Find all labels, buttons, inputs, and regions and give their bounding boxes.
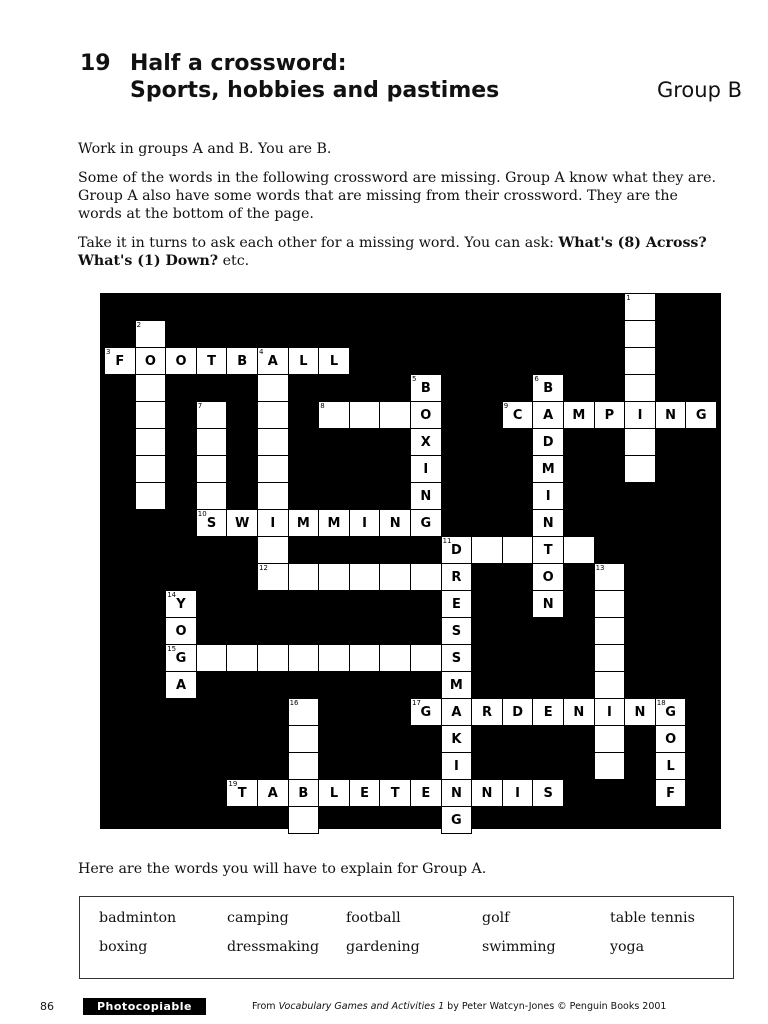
- crossword-cell[interactable]: [594, 563, 626, 591]
- cell-letter: B: [298, 785, 309, 801]
- crossword-cell[interactable]: [502, 401, 534, 429]
- cell-letter: E: [421, 785, 431, 801]
- cell-letter: P: [604, 407, 615, 423]
- crossword-cell[interactable]: [532, 455, 564, 483]
- crossword-cell[interactable]: [318, 644, 350, 672]
- clue-number: 10: [197, 510, 207, 518]
- cell-letter: O: [665, 731, 677, 747]
- clue-number: 7: [197, 402, 203, 410]
- cell-letter: N: [542, 515, 554, 531]
- cell-letter: D: [450, 542, 462, 558]
- crossword-cell[interactable]: [318, 509, 350, 537]
- crossword-cell[interactable]: [563, 401, 595, 429]
- crossword-cell[interactable]: [318, 401, 350, 429]
- crossword-cell[interactable]: [532, 482, 564, 510]
- cell-letter: I: [637, 407, 643, 423]
- crossword-cell[interactable]: [379, 644, 411, 672]
- crossword-cell[interactable]: [257, 509, 289, 537]
- word-item: table tennis: [610, 910, 695, 926]
- crossword-cell[interactable]: [349, 509, 381, 537]
- crossword-cell[interactable]: [532, 428, 564, 456]
- cell-letter: L: [329, 353, 339, 369]
- activity-number: 19: [80, 51, 111, 76]
- word-item: dressmaking: [227, 939, 320, 955]
- crossword-cell[interactable]: [196, 347, 228, 375]
- group-label: Group B: [656, 78, 742, 102]
- cell-letter: M: [572, 407, 586, 423]
- crossword-cell[interactable]: [226, 779, 258, 807]
- word-item: camping: [227, 910, 289, 926]
- crossword-cell[interactable]: [655, 725, 687, 753]
- clue-number: 15: [167, 645, 177, 653]
- crossword-cell[interactable]: [226, 347, 258, 375]
- crossword-cell[interactable]: [379, 779, 411, 807]
- photocopiable-badge: Photocopiable: [83, 998, 206, 1015]
- cell-letter: S: [451, 623, 462, 639]
- clue-number: 3: [106, 348, 111, 356]
- clue-number: 5: [412, 375, 417, 383]
- cell-letter: F: [666, 785, 676, 801]
- word-item: yoga: [610, 939, 645, 955]
- crossword-cell[interactable]: [257, 401, 289, 429]
- cell-letter: O: [420, 407, 432, 423]
- crossword-cell[interactable]: [471, 536, 503, 564]
- crossword-grid: [100, 293, 721, 829]
- clue-number: 1: [626, 294, 631, 302]
- crossword-cell[interactable]: [165, 671, 197, 699]
- instruction-1: Work in groups A and B. You are B.: [78, 141, 332, 157]
- crossword-cell[interactable]: [257, 347, 289, 375]
- cell-letter: I: [606, 704, 612, 720]
- crossword-cell[interactable]: [165, 644, 197, 672]
- crossword-cell[interactable]: [594, 617, 626, 645]
- crossword-cell[interactable]: [594, 752, 626, 780]
- cell-letter: N: [665, 407, 677, 423]
- cell-letter: M: [449, 677, 463, 693]
- cell-letter: A: [175, 677, 187, 693]
- word-item: badminton: [99, 910, 177, 926]
- cell-letter: G: [175, 650, 187, 666]
- crossword-cell[interactable]: [410, 482, 442, 510]
- crossword-cell[interactable]: [624, 293, 656, 321]
- cell-letter: A: [267, 353, 278, 369]
- instruction-3-example: What's (8) Across? What's (1) Down?: [78, 235, 707, 269]
- credit-book-title: Vocabulary Games and Activities 1: [278, 1001, 445, 1012]
- cell-letter: E: [360, 785, 370, 801]
- cell-letter: G: [695, 407, 707, 423]
- cell-letter: B: [420, 380, 431, 396]
- cell-letter: G: [420, 515, 432, 531]
- cell-letter: T: [207, 353, 217, 369]
- crossword-cell[interactable]: [441, 590, 473, 618]
- crossword-cell[interactable]: [502, 779, 534, 807]
- crossword-cell[interactable]: [410, 779, 442, 807]
- crossword-cell[interactable]: [410, 644, 442, 672]
- cell-letter: G: [665, 704, 676, 720]
- crossword-cell[interactable]: [441, 752, 473, 780]
- crossword-cell[interactable]: [257, 536, 289, 564]
- cell-letter: I: [423, 461, 429, 477]
- crossword-cell[interactable]: [594, 698, 626, 726]
- cell-letter: I: [545, 488, 551, 504]
- clue-number: 8: [320, 402, 325, 410]
- clue-number: 14: [167, 591, 177, 599]
- cell-letter: G: [451, 812, 462, 828]
- crossword-cell[interactable]: [410, 401, 442, 429]
- cell-letter: E: [451, 596, 461, 612]
- cell-letter: O: [175, 623, 187, 639]
- crossword-cell[interactable]: [563, 698, 595, 726]
- cell-letter: B: [543, 380, 554, 396]
- cell-letter: T: [237, 785, 247, 801]
- cell-letter: O: [542, 569, 554, 585]
- cell-letter: N: [389, 515, 401, 531]
- crossword-cell[interactable]: [441, 806, 473, 834]
- crossword-cell[interactable]: [532, 374, 564, 402]
- crossword-cell[interactable]: [379, 563, 411, 591]
- crossword-cell[interactable]: [410, 374, 442, 402]
- clue-number: 16: [289, 699, 299, 707]
- cell-letter: N: [481, 785, 493, 801]
- crossword-cell[interactable]: [441, 644, 473, 672]
- cell-letter: I: [362, 515, 368, 531]
- cell-letter: W: [235, 515, 250, 531]
- cell-letter: T: [543, 542, 553, 558]
- cell-letter: N: [420, 488, 432, 504]
- cell-letter: Y: [176, 596, 186, 612]
- crossword-cell[interactable]: [288, 725, 320, 753]
- cell-letter: C: [512, 407, 523, 423]
- cell-letter: M: [296, 515, 310, 531]
- crossword-cell[interactable]: [532, 590, 564, 618]
- cell-letter: N: [542, 596, 554, 612]
- crossword-cell[interactable]: [257, 779, 289, 807]
- crossword-cell[interactable]: [226, 644, 258, 672]
- cell-letter: L: [329, 785, 339, 801]
- crossword-cell[interactable]: [410, 455, 442, 483]
- crossword-cell[interactable]: [441, 617, 473, 645]
- crossword-cell[interactable]: [685, 401, 717, 429]
- crossword-cell[interactable]: [502, 698, 534, 726]
- crossword-cell[interactable]: [379, 509, 411, 537]
- crossword-cell[interactable]: [349, 563, 381, 591]
- clue-number: 13: [595, 564, 605, 572]
- crossword-cell[interactable]: [349, 644, 381, 672]
- credit-line: [252, 1001, 666, 1012]
- crossword-cell[interactable]: [226, 509, 258, 537]
- crossword-cell[interactable]: [594, 644, 626, 672]
- crossword-cell[interactable]: [318, 779, 350, 807]
- crossword-cell[interactable]: [532, 509, 564, 537]
- crossword-cell[interactable]: [288, 644, 320, 672]
- credit-author: by Peter Watcyn-Jones © Penguin Books 2001: [444, 1001, 667, 1012]
- cell-letter: L: [666, 758, 675, 774]
- cell-letter: A: [451, 704, 462, 720]
- instruction-3: [78, 234, 718, 270]
- crossword-cell[interactable]: [624, 401, 656, 429]
- crossword-cell[interactable]: [624, 320, 656, 348]
- word-item: football: [346, 910, 401, 926]
- crossword-cell[interactable]: [288, 698, 320, 726]
- crossword-cell[interactable]: [624, 428, 656, 456]
- crossword-cell[interactable]: [624, 374, 656, 402]
- crossword-cell[interactable]: [532, 536, 564, 564]
- cell-letter: L: [299, 353, 308, 369]
- cell-letter: I: [515, 785, 521, 801]
- cell-letter: X: [420, 434, 431, 450]
- title-line-1: Half a crossword:: [130, 51, 347, 76]
- crossword-cell[interactable]: [410, 563, 442, 591]
- crossword-cell[interactable]: [288, 509, 320, 537]
- crossword-cell[interactable]: [594, 671, 626, 699]
- crossword-cell[interactable]: [196, 401, 228, 429]
- cell-letter: R: [481, 704, 492, 720]
- crossword-cell[interactable]: [349, 401, 381, 429]
- crossword-cell[interactable]: [257, 455, 289, 483]
- clue-number: 2: [136, 321, 142, 329]
- crossword-cell[interactable]: [135, 401, 167, 429]
- crossword-cell[interactable]: [655, 752, 687, 780]
- cell-letter: B: [237, 353, 248, 369]
- crossword-cell[interactable]: [135, 347, 167, 375]
- crossword-cell[interactable]: [165, 347, 197, 375]
- crossword-cell[interactable]: [532, 563, 564, 591]
- crossword-cell[interactable]: [655, 779, 687, 807]
- instruction-3-text: Take it in turns to ask each other for a missing word. You can ask:: [78, 235, 559, 251]
- word-item: swimming: [482, 939, 556, 955]
- cell-letter: S: [543, 785, 553, 801]
- cell-letter: M: [541, 461, 555, 477]
- crossword-cell[interactable]: [624, 455, 656, 483]
- clue-number: 6: [534, 375, 539, 383]
- page-footer: [0, 998, 768, 1018]
- cell-letter: E: [543, 704, 553, 720]
- crossword-cell[interactable]: [349, 779, 381, 807]
- cell-letter: A: [267, 785, 278, 801]
- explain-heading: Here are the words you will have to explain for Group A.: [78, 861, 487, 877]
- word-item: gardening: [346, 939, 420, 955]
- crossword-cell[interactable]: [104, 347, 136, 375]
- crossword-cell[interactable]: [594, 725, 626, 753]
- crossword-cell[interactable]: [379, 401, 411, 429]
- crossword-cell[interactable]: [135, 320, 167, 348]
- cell-letter: N: [450, 785, 462, 801]
- crossword-cell[interactable]: [196, 509, 228, 537]
- crossword-cell[interactable]: [196, 644, 228, 672]
- crossword-cell[interactable]: [135, 482, 167, 510]
- crossword-cell[interactable]: [288, 347, 320, 375]
- crossword-cell[interactable]: [624, 698, 656, 726]
- crossword-cell[interactable]: [594, 401, 626, 429]
- cell-letter: N: [573, 704, 585, 720]
- cell-letter: M: [327, 515, 341, 531]
- title-line-2: Sports, hobbies and pastimes: [130, 78, 500, 103]
- crossword-cell[interactable]: [441, 725, 473, 753]
- crossword-cell[interactable]: [410, 509, 442, 537]
- crossword-cell[interactable]: [410, 428, 442, 456]
- cell-letter: O: [144, 353, 156, 369]
- crossword-cell[interactable]: [257, 644, 289, 672]
- clue-number: 12: [259, 564, 268, 572]
- cell-letter: D: [512, 704, 523, 720]
- crossword-cell[interactable]: [441, 671, 473, 699]
- instruction-3-end: etc.: [218, 253, 250, 269]
- crossword-cell[interactable]: [532, 779, 564, 807]
- crossword-cell[interactable]: [257, 482, 289, 510]
- crossword-cell[interactable]: [288, 806, 320, 834]
- crossword-cell[interactable]: [196, 428, 228, 456]
- word-item: golf: [482, 910, 510, 926]
- cell-letter: S: [451, 650, 462, 666]
- crossword-cell[interactable]: [410, 698, 442, 726]
- page-title: [80, 50, 499, 104]
- clue-number: 18: [656, 699, 666, 707]
- crossword-cell[interactable]: [471, 779, 503, 807]
- instruction-2: Some of the words in the following crossword are missing. Group A know what they are. Group A also have some words that are missing from their crossword. They are the words at the bottom of the page.: [78, 170, 717, 222]
- cell-letter: I: [453, 758, 459, 774]
- crossword-cell[interactable]: [135, 428, 167, 456]
- clue-number: 11: [442, 537, 452, 545]
- cell-letter: N: [634, 704, 646, 720]
- crossword-cell[interactable]: [441, 536, 473, 564]
- crossword-cell[interactable]: [318, 563, 350, 591]
- crossword-cell[interactable]: [532, 401, 564, 429]
- crossword-cell[interactable]: [624, 347, 656, 375]
- crossword-cell[interactable]: [441, 698, 473, 726]
- cell-letter: A: [543, 407, 554, 423]
- credit-prefix: From: [252, 1001, 279, 1012]
- crossword-cell[interactable]: [563, 536, 595, 564]
- crossword-cell[interactable]: [196, 482, 228, 510]
- crossword-cell[interactable]: [288, 752, 320, 780]
- clue-number: 17: [412, 699, 421, 707]
- word-list-box: [79, 896, 734, 979]
- crossword-cell[interactable]: [135, 455, 167, 483]
- crossword-cell[interactable]: [165, 617, 197, 645]
- crossword-cell[interactable]: [655, 698, 687, 726]
- clue-number: 9: [503, 402, 509, 410]
- crossword-cell[interactable]: [318, 347, 350, 375]
- cell-letter: D: [542, 434, 554, 450]
- crossword-cell[interactable]: [288, 779, 320, 807]
- crossword-cell[interactable]: [196, 455, 228, 483]
- cell-letter: I: [270, 515, 276, 531]
- crossword-cell[interactable]: [257, 374, 289, 402]
- crossword-cell[interactable]: [165, 590, 197, 618]
- cell-letter: G: [420, 704, 432, 720]
- crossword-cell[interactable]: [502, 536, 534, 564]
- cell-letter: K: [451, 731, 462, 747]
- crossword-cell[interactable]: [257, 428, 289, 456]
- crossword-cell[interactable]: [441, 779, 473, 807]
- crossword-cell[interactable]: [288, 563, 320, 591]
- crossword-cell[interactable]: [257, 563, 289, 591]
- cell-letter: R: [451, 569, 462, 585]
- clue-number: 19: [228, 780, 238, 788]
- crossword-cell[interactable]: [441, 563, 473, 591]
- crossword-cell[interactable]: [594, 590, 626, 618]
- crossword-cell[interactable]: [532, 698, 564, 726]
- clue-number: 4: [259, 348, 264, 356]
- crossword-cell[interactable]: [471, 698, 503, 726]
- word-item: boxing: [99, 939, 148, 955]
- cell-letter: O: [175, 353, 187, 369]
- crossword-cell[interactable]: [655, 401, 687, 429]
- cell-letter: T: [390, 785, 400, 801]
- page-number: 86: [40, 1000, 54, 1013]
- crossword-cell[interactable]: [135, 374, 167, 402]
- cell-letter: F: [115, 353, 125, 369]
- cell-letter: S: [206, 515, 217, 531]
